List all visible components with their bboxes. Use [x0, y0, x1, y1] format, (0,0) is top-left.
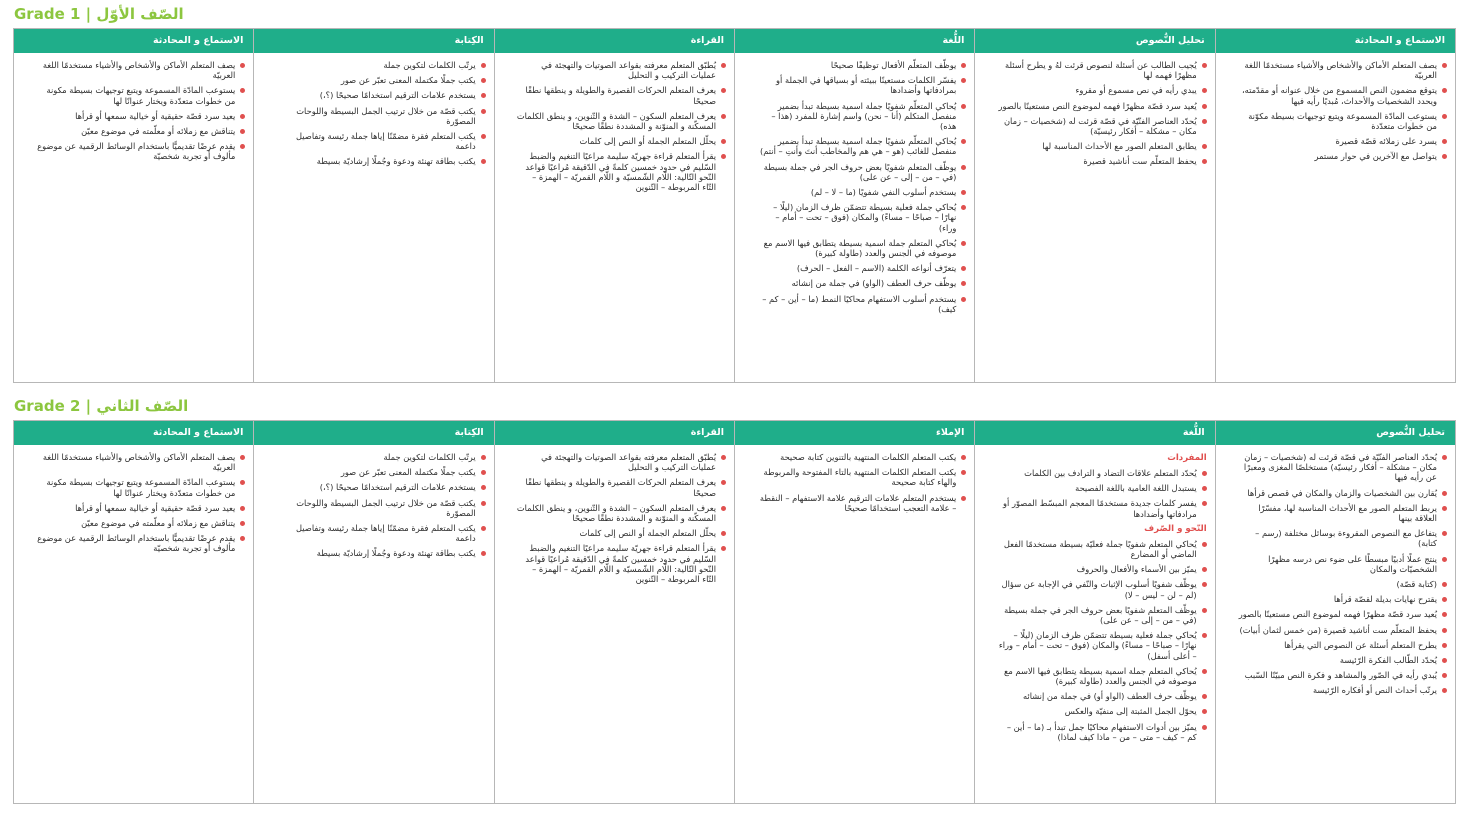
outcome-item: يتناقش مع زملائه أو معلّمته في موضوع معيّن: [36, 518, 245, 528]
outcome-item: ينتج عملًا أدبيًا مبسطًا على ضوء نص درسه مظهرًا الشخصيّات والمكان: [1238, 554, 1447, 574]
grade1-table: [13, 28, 1456, 383]
column-header: الكِتابة: [254, 421, 493, 446]
outcome-item: يعرف المتعلم السكون – الشدة و التّنوين، و ينطق الكلمات المسكّنة و المنوّنة و المشددة نطقًا صحيحًا: [517, 111, 726, 131]
outcome-item: يكتب جملًا مكتملة المعنى تعبّر عن صور: [276, 467, 485, 477]
outcome-item: يتوقع مضمون النص المسموع من خلال عنوانه أو مقدّمته، ويحدد الشخصيات والأحداث، مُبديًا رأيه فيها: [1238, 85, 1447, 105]
outcome-list: [1238, 452, 1447, 696]
column-header: تحليل النُّصوص: [1216, 421, 1455, 446]
outcome-item: يُحدّد المتعلم علاقات التضاد و الترادف بين الكلمات: [997, 468, 1206, 478]
outcome-item: يحفظ المتعلّم ست أناشيد قصيرة (من خمس لثمان أبيات): [1238, 625, 1447, 635]
grade2-column: [494, 421, 734, 803]
outcome-item: يحفظ المتعلّم ست أناشيد قصيرة: [997, 156, 1206, 166]
outcome-item: يسرد على زملائه قصّة قصيرة: [1238, 136, 1447, 146]
outcome-item: يكتب بطاقة تهنئة ودعوة وجُملًا إرشاديّة بسيطة: [276, 548, 485, 558]
outcome-item: يفسّر الكلمات مستعينًا ببيئته أو بسياقها في الجملة أو بمرادفاتها وأضدادها: [757, 75, 966, 95]
outcome-item: يرتّب الكلمات لتكوين جملة: [276, 60, 485, 70]
grade1-column: [494, 29, 734, 382]
outcome-item: يميّز بين الأسماء والأفعال والحروف: [997, 564, 1206, 574]
grade1-column: [14, 29, 253, 382]
outcome-item: يقدم عرضًا تقديميًّا باستخدام الوسائط الرقمية عن موضوع مألوف أو تجربة شخصيّة: [36, 533, 245, 553]
outcome-item: يُحدّد العناصر الفنّيّة في قصّة قرئت له (شخصيات – زمان مكان – مشكلة – أفكار رئيسيّة) مستخلصًا المغزى ومعبرًا عن رأيه فيها: [1238, 452, 1447, 483]
outcome-item: يصف المتعلم الأماكن والأشخاص والأشياء مستخدمًا اللغة العربيّة: [36, 60, 245, 80]
outcome-item: يعرف المتعلم الحركات القصيرة والطويلة و ينطقها نطقًا صحيحًا: [517, 85, 726, 105]
outcome-item: يكتب جملًا مكتملة المعنى تعبّر عن صور: [276, 75, 485, 85]
outcome-list: [997, 539, 1206, 742]
outcome-list: [276, 452, 485, 559]
outcome-item: يوظّف حرف العطف (الواو أو) في جملة من إنشائه: [997, 691, 1206, 701]
outcome-item: يتفاعل مع النصوص المقروءة بوسائل مختلفة (رسم – كتابة): [1238, 528, 1447, 548]
column-body: [735, 446, 974, 522]
outcome-item: يكتب المتعلم الكلمات المنتهية بالتاء المفتوحة والمربوطة والهاء كتابة صحيحة: [757, 467, 966, 487]
column-header: الاستماع و المحادثة: [14, 421, 253, 446]
outcome-item: يصف المتعلم الأماكن والأشخاص والأشياء مستخدمًا اللغة العربيّة: [1238, 60, 1447, 80]
column-body: [254, 54, 493, 176]
outcome-list: [517, 452, 726, 584]
grade2-column: [734, 421, 974, 803]
column-body: [735, 54, 974, 323]
outcome-item: يفسر كلمات جديدة مستخدمًا المعجم المبسّط المصوّر أو مرادفاتها وأضدادها: [997, 498, 1206, 518]
column-header: اللُّغة: [975, 421, 1214, 446]
outcome-item: يُحاكي جملة فعلية بسيطة تتضمّن ظرف الزمان (ليلًا – نهارًا – صباحًا – مساءً) والمكان (فوق – تحت – أمام – وراء): [757, 202, 966, 233]
outcome-item: يبدي رأيه في نص مسموع أو مقروء: [997, 85, 1206, 95]
outcome-item: يوظّف حرف العطف (الواو) في جملة من إنشائه: [757, 278, 966, 288]
column-header: الإملاء: [735, 421, 974, 446]
column-body: [1216, 54, 1455, 171]
outcome-item: يكتب المتعلم فقرة مضمّنًا إياها جملة رئيسة وتفاصيل داعمة: [276, 131, 485, 151]
outcome-item: يُحاكي المتعلّم شفويًا جملة اسمية بسيطة تبدأ بضمير منفصل المتكلم (أنا – نحن) واسم إشارة للمفرد (هذا – هذه): [757, 101, 966, 132]
section-subheading: النّحو و الصّرف: [1144, 523, 1207, 534]
outcome-item: يُحاكي المتعلم جملة اسمية بسيطة يتطابق فيها الاسم مع موصوفه في الجنس والعدد (طاولة كبيرة): [997, 666, 1206, 686]
outcome-item: يعيد سرد قصّة حقيقية أو خيالية سمعها أو قرأها: [36, 111, 245, 121]
outcome-item: يُحاكي المتعلم جملة اسمية بسيطة يتطابق فيها الاسم مع موصوفه في الجنس والعدد (طاولة كبيرة): [757, 238, 966, 258]
grade1-title: Grade 1 | الصّف الأوّل: [14, 5, 184, 23]
outcome-item: يتواصل مع الآخرين في حوار مستمر: [1238, 151, 1447, 161]
outcome-item: يتعرّف أنواعه الكلمة (الاسم – الفعل – الحرف): [757, 263, 966, 273]
outcome-item: يطرح المتعلم أسئلة عن النصوص التي يقرأها: [1238, 640, 1447, 650]
outcome-item: يرتّب الكلمات لتكوين جملة: [276, 452, 485, 462]
outcome-item: يحلّل المتعلم الجملة أو النص إلى كلمات: [517, 528, 726, 538]
outcome-list: [1238, 60, 1447, 162]
outcome-item: يُجيب الطالب عن أسئلة لنصوص قرئت لهُ و يطرح أسئلة مظهرًا فهمه لها: [997, 60, 1206, 80]
outcome-item: يُطبّق المتعلم معرفته بقواعد الصوتيات والتهجئة في عمليات التركيب و التحليل: [517, 60, 726, 80]
column-body: [14, 54, 253, 171]
column-body: [975, 446, 1214, 751]
column-header: الاستماع و المحادثة: [14, 29, 253, 54]
column-header: الاستماع و المحادثة: [1216, 29, 1455, 54]
outcome-item: يُحاكي جملة فعلية بسيطة تتضمّن ظرف الزمان (ليلًا – نهارًا – صباحًا – مساءً) والمكان (فوق – تحت – أمام – وراء – أعلى أسفل): [997, 630, 1206, 661]
outcome-list: [997, 468, 1206, 519]
grade1-column: [734, 29, 974, 382]
grade1-column: [974, 29, 1214, 382]
outcome-item: يقترح نهايات بديلة لقصّة قرأها: [1238, 594, 1447, 604]
outcome-item: يكتب قصّة من خلال ترتيب الجمل البسيطة واللوحات المصوّرة: [276, 498, 485, 518]
outcome-item: يحوّل الجمل المثبتة إلى منفيّة والعكس: [997, 706, 1206, 716]
outcome-item: يُبدي رأيه في الصّور والمشاهد و فكرة النص مبيّنًا السّبب: [1238, 670, 1447, 680]
column-header: اللُّغة: [735, 29, 974, 54]
outcome-item: يستوعب المادّة المسموعة ويتبع توجيهات بسيطة مكونة من خطوات متعدّدة ويختار عنوانًا لها: [36, 477, 245, 497]
outcome-item: يستخدم علامات الترقيم استخدامًا صحيحًا (؟،): [276, 482, 485, 492]
outcome-item: يُعيد سرد قصّة مظهرًا فهمه لموضوع النص مستعينًا بالصور: [997, 101, 1206, 111]
outcome-item: يُحاكي المتعلّم شفويًا جملة اسمية بسيطة تبدأ بضمير منفصل للغائب (هو – هي هم والمخاطب أنتَ وأنتِ – أنتم): [757, 136, 966, 156]
outcome-item: يستبدل اللغة العامية باللغة الفصيحة: [997, 483, 1206, 493]
outcome-item: يميّز بين أدوات الاستفهام محاكيًا جمل تبدأ بـ (ما – أين – كم – كيف – متى – من – ماذا كيف لماذا): [997, 722, 1206, 742]
grade2-title: Grade 2 | الصّف الثاني: [14, 397, 189, 415]
column-body: [254, 446, 493, 568]
outcome-item: يستخدم أسلوب الاستفهام محاكيًا النمط (ما – أين – كم – كيف): [757, 294, 966, 314]
outcome-item: يُقارن بين الشخصيات والزمان والمكان في قصص قرأها: [1238, 488, 1447, 498]
outcome-item: يُحاكي المتعلم شفويًا جملة فعليّة بسيطة مستخدمًا الفعل الماضي أو المضارع: [997, 539, 1206, 559]
outcome-list: [36, 60, 245, 162]
grade2-column: [974, 421, 1214, 803]
grade2-column: [1215, 421, 1455, 803]
outcome-item: يعرف المتعلم السكون – الشدة و التّنوين، و ينطق الكلمات المسكّنة و المنوّنة و المشددة نطقًا صحيحًا: [517, 503, 726, 523]
outcome-item: يتناقش مع زملائه أو معلّمته في موضوع معيّن: [36, 126, 245, 136]
outcome-item: يُعيد سرد قصّة مظهرًا فهمه لموضوع النص مستعينًا بالصور: [1238, 609, 1447, 619]
outcome-item: يعرف المتعلم الحركات القصيرة والطويلة و ينطقها نطقًا صحيحًا: [517, 477, 726, 497]
grade1-column: [1215, 29, 1455, 382]
outcome-item: يقدم عرضًا تقديميًّا باستخدام الوسائط الرقمية عن موضوع مألوف أو تجربة شخصيّة: [36, 141, 245, 161]
outcome-item: يقرأ المتعلم قراءة جهريّة سليمة مراعيًا التنغيم والضبط السّليم في حدود خمسين كلمةً في الدّقيقة مُراعيًا قواعد النّحو التّالية: اللّام الشّمسيّة و اللّام القمريّة – الهمزة – التّاء المربوطة – التّنوين: [517, 543, 726, 584]
column-header: الكِتابة: [254, 29, 493, 54]
outcome-item: يعيد سرد قصّة حقيقية أو خيالية سمعها أو قرأها: [36, 503, 245, 513]
outcome-item: يصف المتعلم الأماكن والأشخاص والأشياء مستخدمًا اللغة العربيّة: [36, 452, 245, 472]
outcome-item: يحلّل المتعلم الجملة أو النص إلى كلمات: [517, 136, 726, 146]
column-body: [495, 446, 734, 593]
grade1-column: [253, 29, 493, 382]
outcome-item: يقرأ المتعلم قراءة جهريّة سليمة مراعيًا التنغيم والضبط السّليم في حدود خمسين كلمةً في الدّقيقة مُراعيًا قواعد النّحو التّالية: اللّام الشّمسيّة و اللّام القمريّة – الهمزة – التّاء المربوطة – التّنوين: [517, 151, 726, 192]
outcome-item: يُحدّد العناصر الفنّيّة في قصّة قرئت له (شخصيات – زمان مكان – مشكلة – أفكار رئيسيّة): [997, 116, 1206, 136]
outcome-list: [757, 452, 966, 513]
outcome-item: يستخدم أسلوب النفي شفويًا (ما – لا – لم): [757, 187, 966, 197]
grade2-column: [253, 421, 493, 803]
column-body: [1216, 446, 1455, 705]
outcome-item: يكتب قصّة من خلال ترتيب الجمل البسيطة واللوحات المصوّرة: [276, 106, 485, 126]
outcome-item: يوظّف المتعلم شفويًا بعض حروف الجر في جملة بسيطة (في – من – إلى – عن على): [997, 605, 1206, 625]
outcome-item: يكتب المتعلم فقرة مضمّنًا إياها جملة رئيسة وتفاصيل داعمة: [276, 523, 485, 543]
grade2-column: [14, 421, 253, 803]
column-header: القراءة: [495, 421, 734, 446]
outcome-item: يستوعب المادّة المسموعة ويتبع توجيهات بسيطة مكوّنة من خطوات متعدّدة: [1238, 111, 1447, 131]
outcome-item: (كتابة قصّة): [1238, 579, 1447, 589]
column-header: تحليل النُّصوص: [975, 29, 1214, 54]
outcome-list: [276, 60, 485, 167]
outcome-item: يستوعب المادّة المسموعة ويتبع توجيهات بسيطة مكونة من خطوات متعدّدة ويختار عنوانًا لها: [36, 85, 245, 105]
outcome-item: يرتّب أحداث النص أو أفكاره الرّئيسة: [1238, 685, 1447, 695]
outcome-item: يكتب المتعلم الكلمات المنتهية بالتنوين كتابة صحيحة: [757, 452, 966, 462]
outcome-item: يُطبّق المتعلم معرفته بقواعد الصوتيات والتهجئة في عمليات التركيب و التحليل: [517, 452, 726, 472]
outcome-list: [757, 60, 966, 314]
outcome-item: يكتب بطاقة تهنئة ودعوة وجُملًا إرشاديّة بسيطة: [276, 156, 485, 166]
outcome-list: [36, 452, 245, 554]
outcome-list: [517, 60, 726, 192]
outcome-item: يوظّف المتعلم شفويًا بعض حروف الجر في جملة بسيطة (في – من – إلى – عن على): [757, 162, 966, 182]
outcome-item: يوظّف شفويًا أسلوب الإثبات والنّفي في الإجابة عن سؤال (لم – لن – ليس – لا): [997, 579, 1206, 599]
column-body: [14, 446, 253, 563]
outcome-item: يُحدّد الطّالب الفكرة الرّئيسة: [1238, 655, 1447, 665]
column-body: [495, 54, 734, 201]
column-body: [975, 54, 1214, 176]
outcome-item: يربط المتعلم الصور مع الأحداث المناسبة لها، مفسّرًا العلاقة بينها: [1238, 503, 1447, 523]
column-header: القراءة: [495, 29, 734, 54]
outcome-list: [997, 60, 1206, 167]
outcome-item: يوظّف المتعلّم الأفعال توظيفًا صحيحًا: [757, 60, 966, 70]
grade2-table: [13, 420, 1456, 804]
outcome-item: يستخدم علامات الترقيم استخدامًا صحيحًا (؟،): [276, 90, 485, 100]
outcome-item: يستخدم المتعلم علامات الترقيم علامة الاستفهام – النقطة – علامة التعجب استخدامًا صحيحًا: [757, 493, 966, 513]
section-subheading: المفردات: [1167, 453, 1207, 463]
outcome-item: يطابق المتعلم الصور مع الأحداث المناسبة لها: [997, 141, 1206, 151]
